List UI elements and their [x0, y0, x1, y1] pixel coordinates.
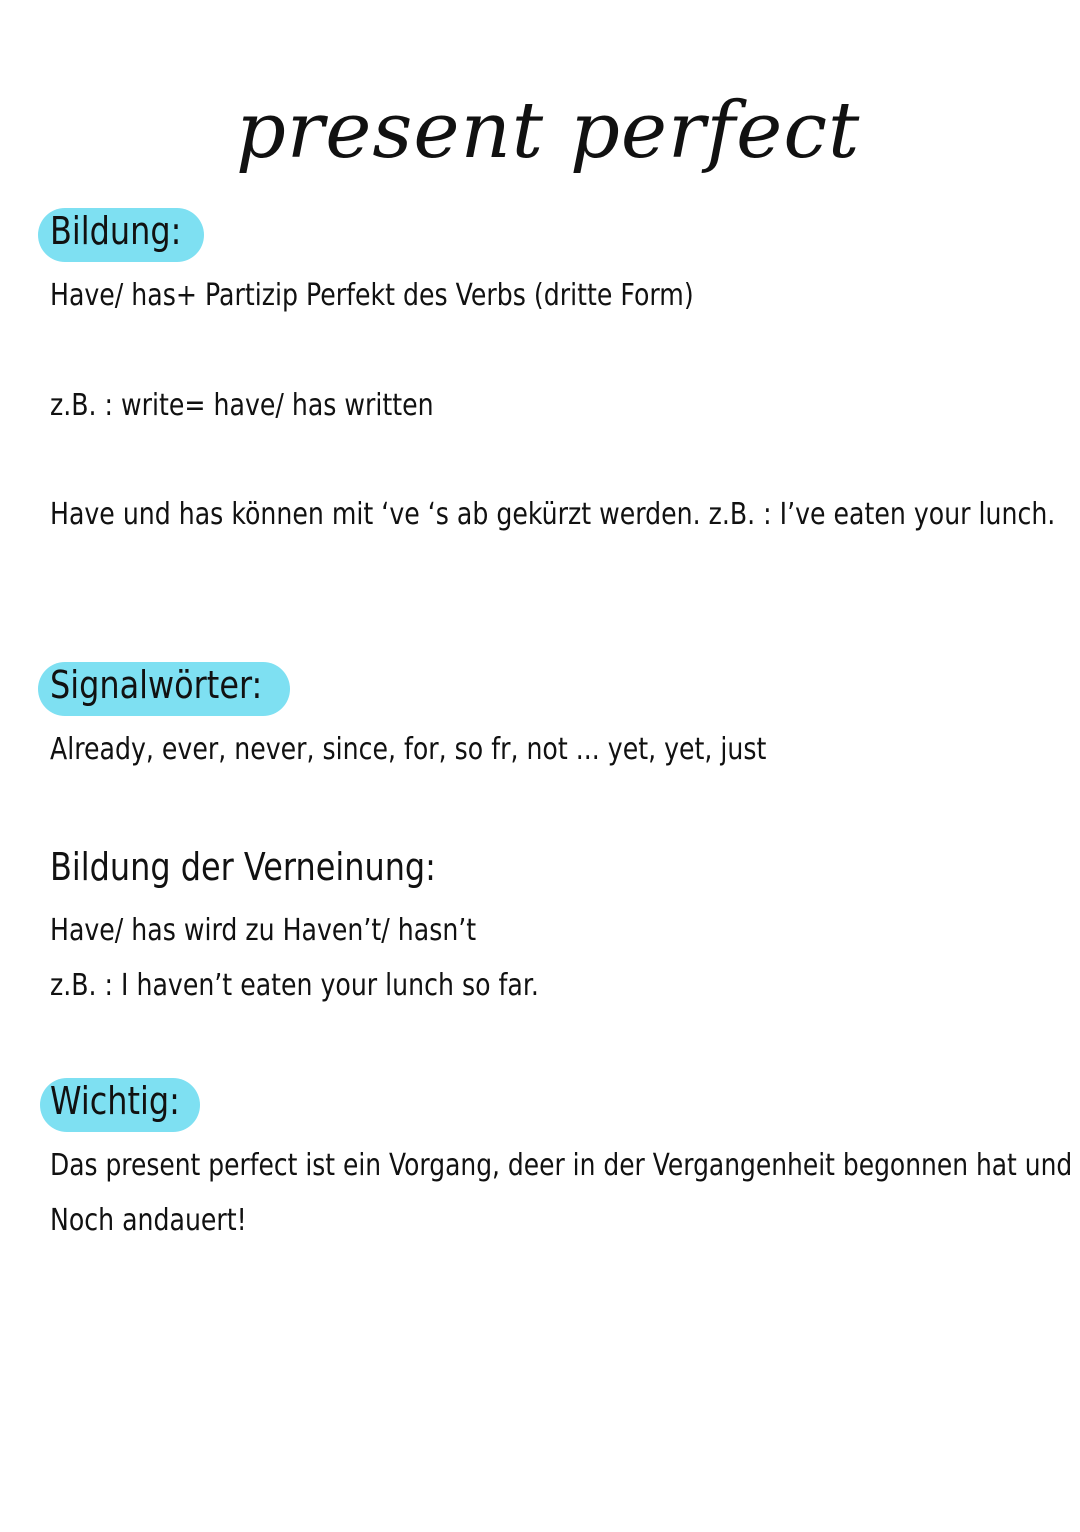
signalwoerter-list: Already, ever, never, since, for, so fr, not ... yet, yet, just [50, 732, 767, 767]
bildung-heading: Bildung: [50, 209, 182, 253]
wichtig-text-line2: Noch andauert! [50, 1203, 247, 1238]
verneinung-heading: Bildung der Verneinung: [50, 845, 436, 889]
verneinung-rule: Have/ has wird zu Haven’t/ hasn’t [50, 913, 477, 948]
wichtig-text-line1: Das present perfect ist ein Vorgang, deer in der Vergangenheit begonnen hat und [50, 1148, 1073, 1183]
signalwoerter-heading: Signalwörter: [50, 663, 263, 707]
verneinung-example: z.B. : I haven’t eaten your lunch so far. [50, 968, 539, 1003]
wichtig-heading: Wichtig: [50, 1079, 180, 1123]
bildung-rule: Have/ has+ Partizip Perfekt des Verbs (dritte Form) [50, 278, 694, 313]
page-title: present perfect [236, 86, 861, 176]
bildung-contraction-note: Have und has können mit ‘ve ‘s ab gekürzt werden. z.B. : I’ve eaten your lunch. [50, 497, 1056, 532]
bildung-example: z.B. : write= have/ has written [50, 388, 434, 423]
